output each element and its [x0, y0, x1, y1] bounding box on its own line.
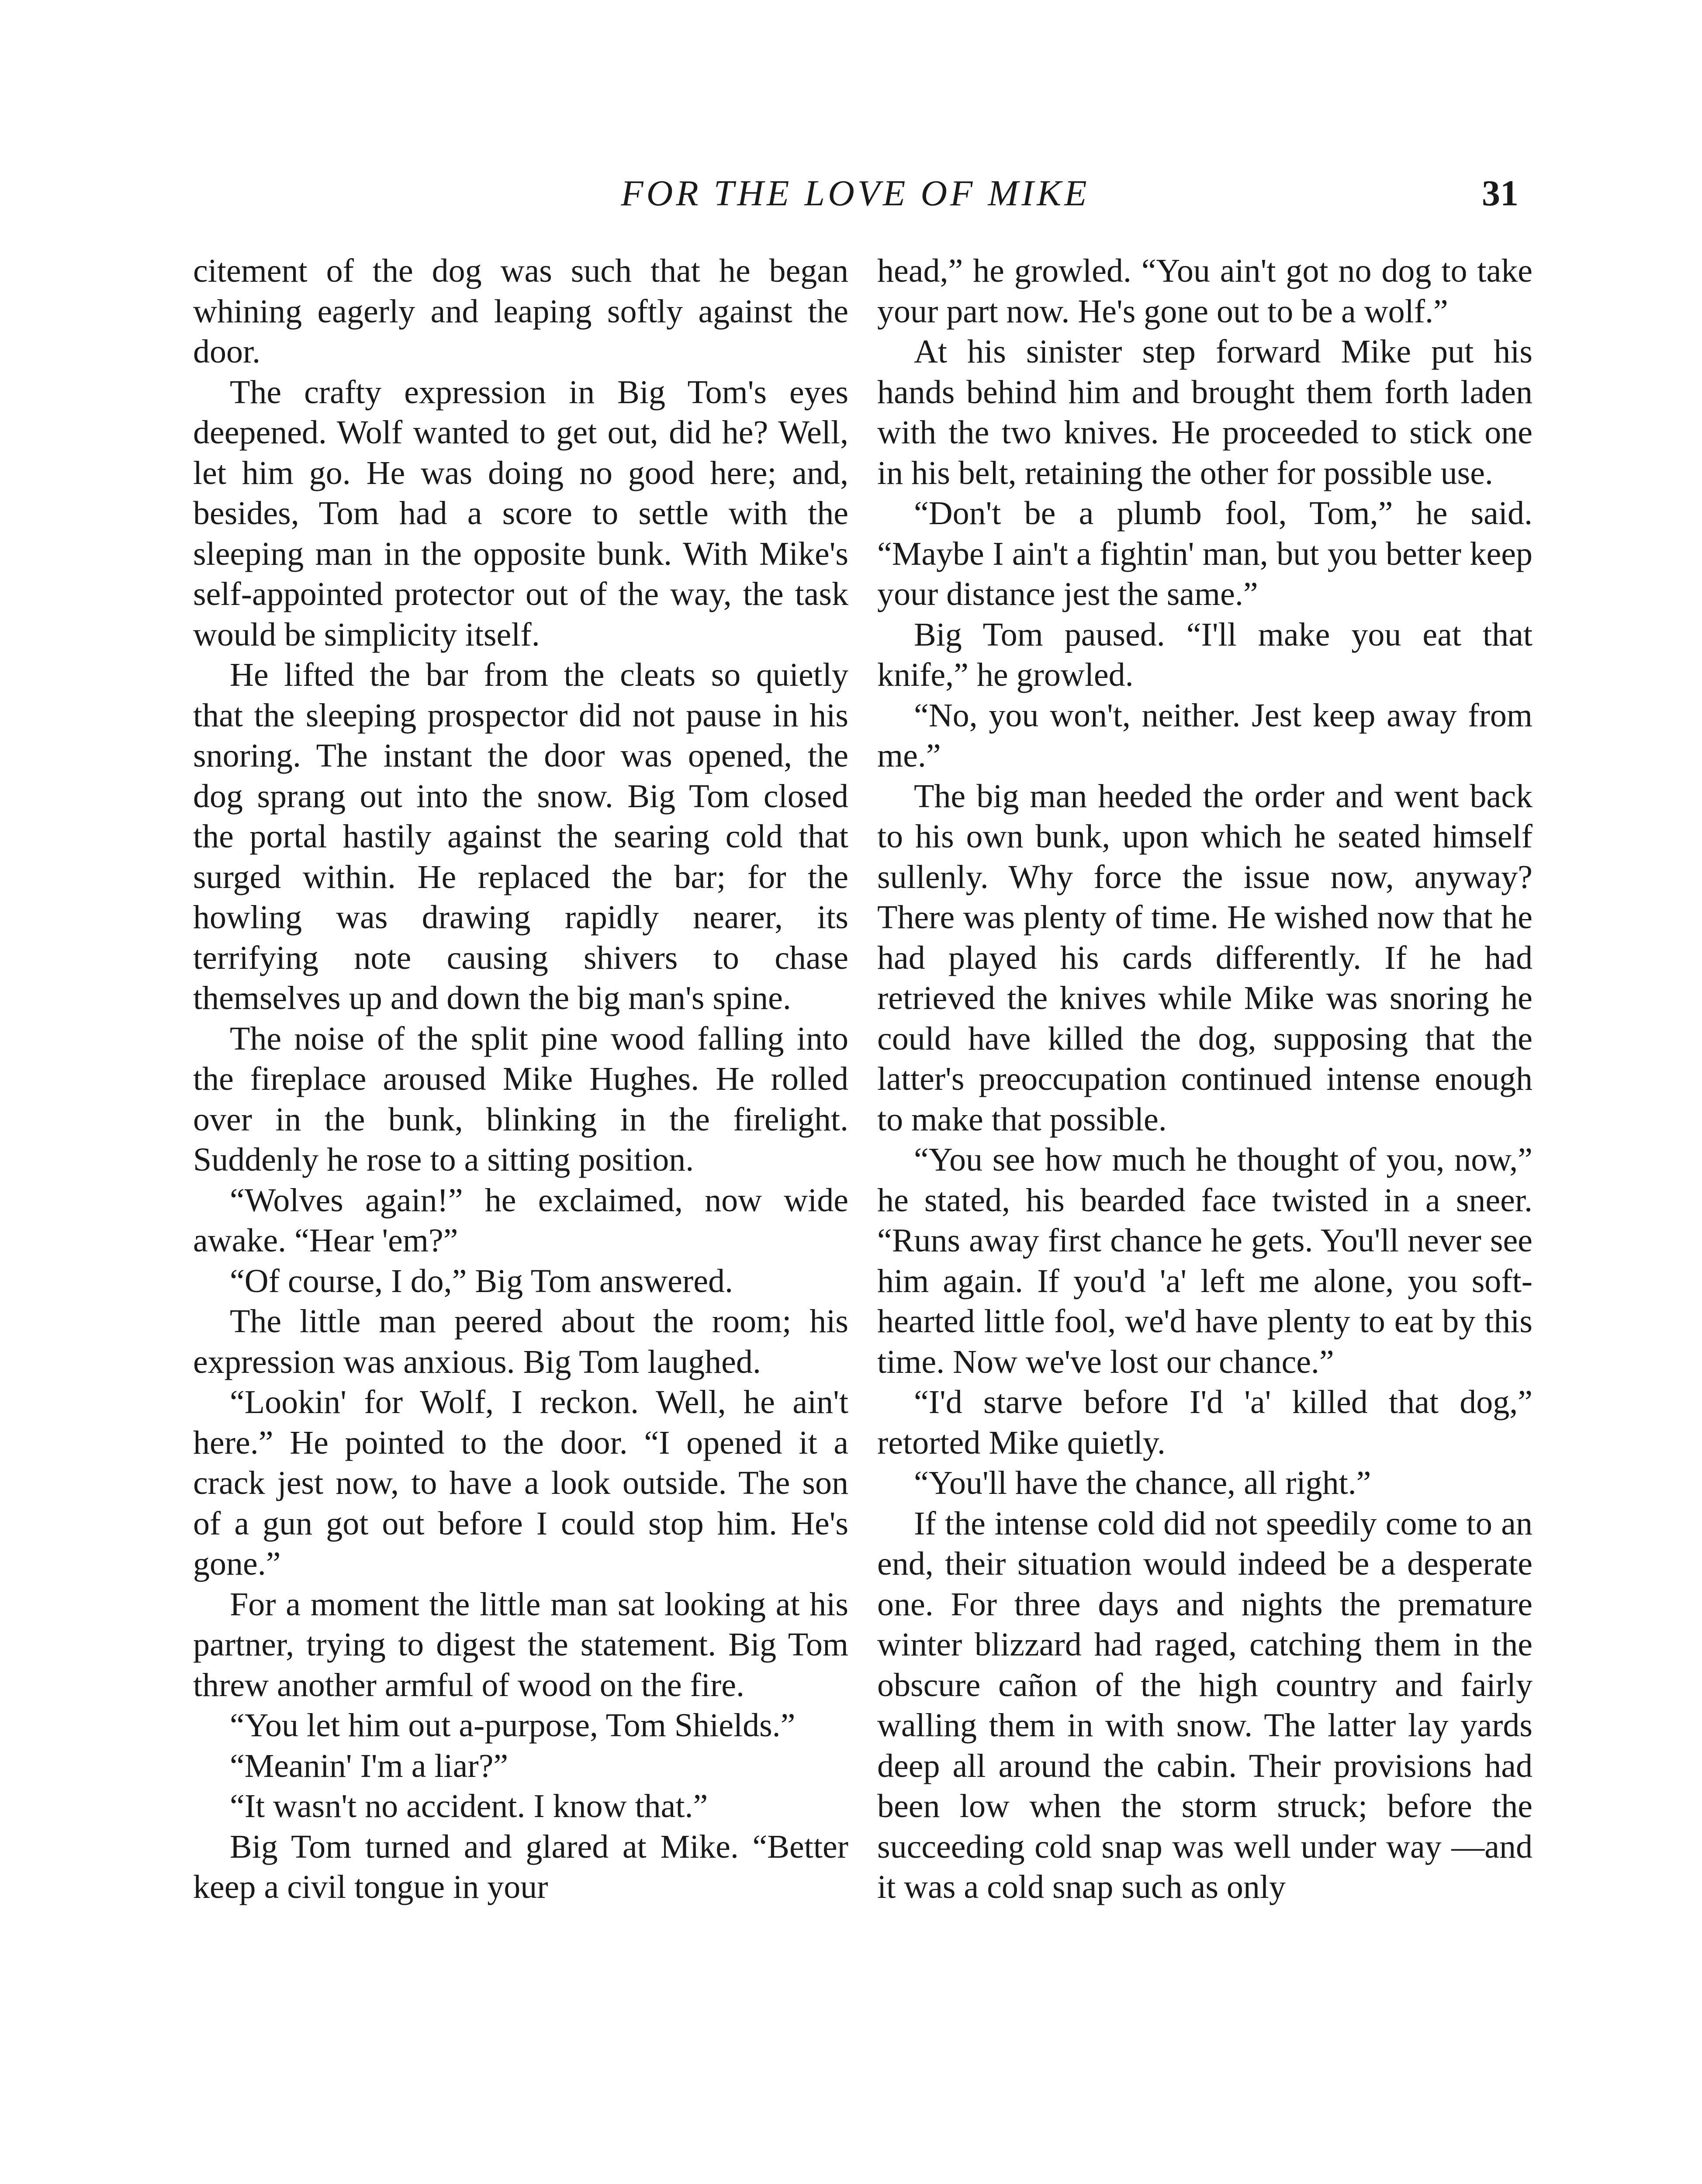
paragraph: The little man peered about the room; his expression was anxious. Big Tom laughed. [193, 1303, 848, 1380]
paragraph: If the intense cold did not speedily come to an end, their situation would indeed be a desperate one. For three days and nights the premature winter blizzard had raged, catching them in the obscure cañon of the high country and fairly walling them in with snow. The latter lay yards deep all around the cabin. Their provisions had been low when the storm struck; before the succeeding cold snap was well under way —and it was a cold snap such as only [877, 1505, 1532, 1905]
paragraph: Big Tom turned and glared at Mike. “Better keep a civil tongue in your [193, 1828, 848, 1905]
paragraph: “Meanin' I'm a liar?” [230, 1747, 509, 1784]
paragraph: For a moment the little man sat looking at his partner, trying to digest the statement. Big Tom threw another armful of wood on the fire. [193, 1586, 848, 1704]
paragraph: “No, you won't, neither. Jest keep away from me.” [877, 697, 1532, 774]
right-column [877, 251, 1532, 1908]
paragraph: “You see how much he thought of you, now,” he stated, his bearded face twisted in a sneer. “Runs away first chance he gets. You'll never see him again. If you'd 'a' left me alone, you soft-hearted little fool, we'd have plenty to eat by this time. Now we've lost our chance.” [877, 1141, 1532, 1380]
paragraph: “Wolves again!” he exclaimed, now wide awake. “Hear 'em?” [193, 1182, 848, 1259]
paragraph: “Don't be a plumb fool, Tom,” he said. “Maybe I ain't a fightin' man, but you better keep your distance jest the same.” [877, 495, 1532, 612]
paragraph: At his sinister step forward Mike put his hands behind him and brought them forth laden with the two knives. He proceeded to stick one in his belt, retaining the other for possible use. [877, 333, 1532, 491]
paragraph: “You let him out a-purpose, Tom Shields.” [230, 1707, 796, 1744]
paragraph: “I'd starve before I'd 'a' killed that dog,” retorted Mike quietly. [877, 1384, 1532, 1461]
paragraph: “You'll have the chance, all right.” [914, 1465, 1371, 1501]
paragraph: He lifted the bar from the cleats so quietly that the sleeping prospector did not pause in his snoring. The instant the door was opened, the dog sprang out into the snow. Big Tom closed the portal hastily against the searing cold that surged within. He replaced the bar; for the howling was drawing rapidly nearer, its terrifying note causing shivers to chase themselves up and down the big man's spine. [193, 657, 848, 1016]
left-column [193, 251, 848, 1908]
paragraph: Big Tom paused. “I'll make you eat that knife,” he growled. [877, 616, 1532, 693]
paragraph: “Lookin' for Wolf, I reckon. Well, he ain't here.” He pointed to the door. “I opened it a crack jest now, to have a look outside. The son of a gun got out before I could stop him. He's gone.” [193, 1384, 848, 1582]
page-number: 31 [1482, 173, 1519, 214]
paragraph: “It wasn't no accident. I know that.” [230, 1788, 708, 1825]
paragraph: The big man heeded the order and went back to his own bunk, upon which he seated himself sullenly. Why force the issue now, anyway? There was plenty of time. He wished now that he had played his cards differently. If he had retrieved the knives while Mike was snoring he could have killed the dog, supposing that the latter's preoccupation continued intense enough to make that possible. [877, 778, 1532, 1138]
paragraph: The crafty expression in Big Tom's eyes deepened. Wolf wanted to get out, did he? Well, let him go. He was doing no good here; and, besides, Tom had a score to settle with the sleeping man in the opposite bunk. With Mike's self-appointed protector out of the way, the task would be simplicity itself. [193, 373, 848, 653]
paragraph: The noise of the split pine wood falling into the fireplace aroused Mike Hughes. He rolled over in the bunk, blinking in the firelight. Suddenly he rose to a sitting position. [193, 1020, 848, 1178]
page-title: FOR THE LOVE OF MIKE [621, 173, 1090, 214]
paragraph: citement of the dog was such that he began whining eagerly and leaping softly against the door. [193, 252, 848, 370]
running-head [192, 169, 1519, 226]
paragraph: head,” he growled. “You ain't got no dog to take your part now. He's gone out to be a wolf.” [877, 252, 1532, 330]
paragraph: “Of course, I do,” Big Tom answered. [230, 1262, 733, 1299]
